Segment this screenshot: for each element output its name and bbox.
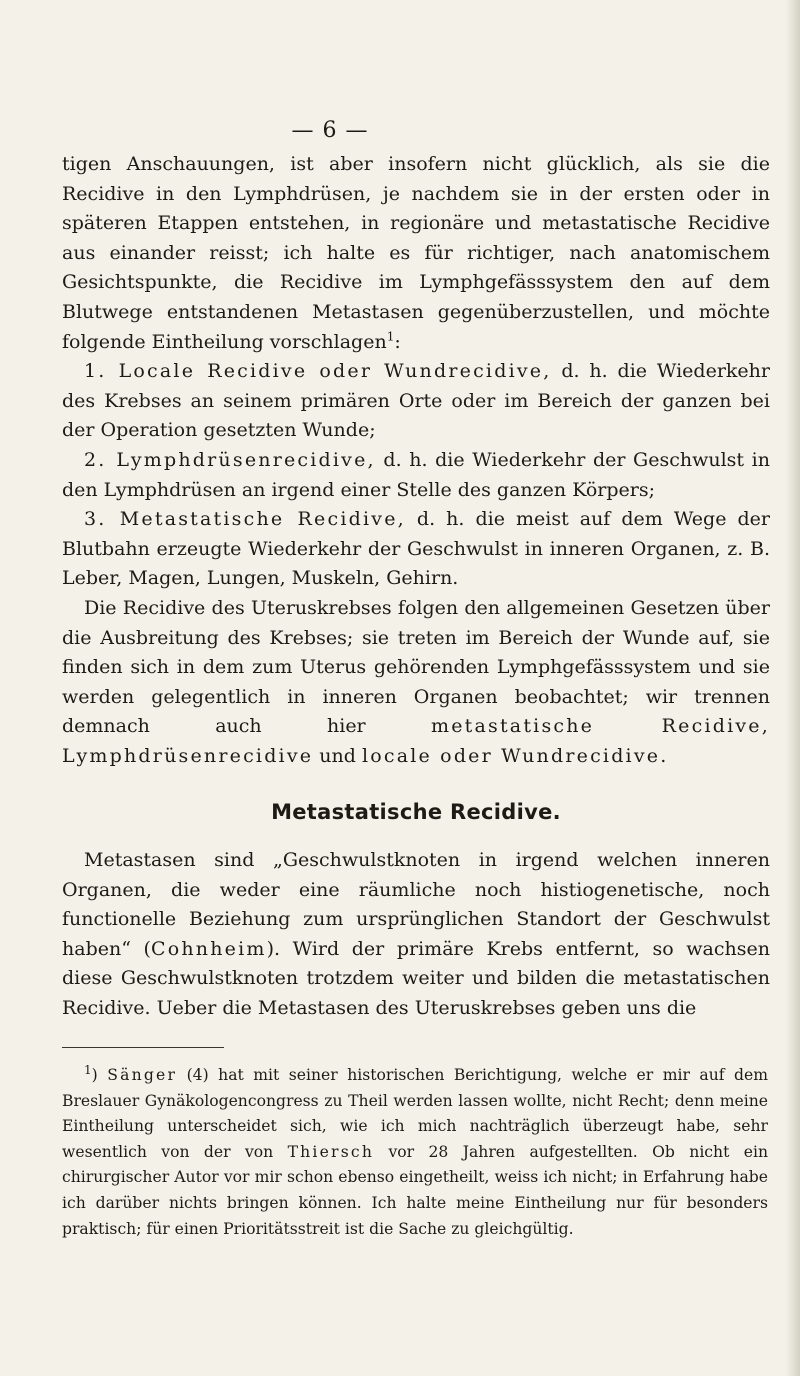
list-item-3 (62, 505, 770, 594)
paragraph-uterus-text: Die Recidive des Uteruskrebses folgen den allgemeinen Gesetzen über die Ausbreitung des Krebses; sie treten im Bereich der Wunde auf, sie finden sich in dem zum Uterus gehörenden Lymphgefässsystem und sie werden gelegentlich in inneren Organen beobachtet; wir trennen demnach auch hier (62, 596, 770, 738)
list-item-1 (62, 357, 770, 446)
paragraph-intro (62, 150, 770, 357)
list-item-2-text: d. h. die Wiederkehr der Geschwulst in den Lymphdrüsen an irgend einer Stelle des ganzen Körpers; (62, 448, 770, 501)
main-text (62, 150, 770, 1024)
page-number-header: — 6 — (291, 118, 369, 143)
list-item-1-label: 1. Locale Recidive oder Wundrecidive, (84, 360, 552, 383)
footnote-reference[interactable]: 1 (386, 329, 395, 344)
footnote-marker: 1 (84, 1062, 92, 1077)
section-heading: Metastatische Recidive. (271, 800, 561, 825)
footnote-text-b: vor 28 Jahren aufgestellten. Ob nicht ein chirurgischer Autor vor mir schon ebenso eingetheilt, weiss ich nicht; in Erfahrung habe ich darüber nichts bringen können. Ich halte meine Eintheilung nur für besonders praktisch; für einen Prioritätsstreit ist die Sache zu gleichgültig. (62, 1142, 768, 1238)
list-item-2 (62, 446, 770, 505)
footnote-author: Sänger (107, 1066, 178, 1084)
footnote-author-2: Thiersch (287, 1142, 375, 1161)
paragraph-uterus (62, 594, 770, 772)
paragraph-uterus-end: . (660, 744, 667, 767)
paragraph-metastasen (62, 846, 770, 1024)
footnote-text: $^1$) Sänger (4) hat mit seiner historischen Berichtigung, welche er mir auf dem Breslauer Gynäkologencongress zu Theil werden lassen wollte, nicht Recht; denn meine Eintheilung unterscheidet sich, wie ich mich nachträglich überzeugt habe, sehr wesentlich von der von Thiersch vor 28 Jahren aufgestellten. Ob nicht ein chirurgischer Autor vor mir schon ebenso eingetheilt, weiss ich nicht; in Erfahrung habe ich darüber nichts bringen können. Ich halte meine Eintheilung nur für besonders praktisch; für einen Prioritätsstreit ist die Sache zu gleichgültig. (62, 1062, 769, 1238)
footnote-divider (62, 1047, 224, 1048)
footnote-text-a: (4) hat mit seiner historischen Berichtigung, welche er mir auf dem Breslauer Gynäkologencongress zu Theil werden lassen wollte, nicht Recht; denn meine Eintheilung unterscheidet sich, wie ich mich nachträglich überzeugt habe, sehr wesentlich von der von (62, 1066, 769, 1161)
list-item-3-label: 3. Metastatische Recidive, (84, 508, 406, 531)
paragraph-intro-end: : (394, 330, 401, 353)
paragraph-metastasen-text: Metastasen sind „Geschwulstknoten in irgend welchen inneren Organen, die weder eine räumliche noch histiogenetische, noch functionelle Beziehung zum ursprünglichen Standort der Geschwulst haben“ ( (62, 849, 770, 960)
author-cohnheim: Cohnheim (150, 937, 267, 960)
list-item-3-text: d. h. die meist auf dem Wege der Blutbahn erzeugte Wiederkehr der Geschwulst in inneren Organen, z. B. Leber, Magen, Lungen, Muskeln, Gehirn. (62, 508, 770, 590)
spaced-term-1: metastatische Recidive, Lymphdrüsenrecidive (62, 715, 770, 767)
spaced-term-2: locale oder Wundrecidive (361, 744, 661, 767)
page-edge-shadow (786, 0, 800, 1376)
footnote (62, 1063, 768, 1242)
paragraph-intro-text: tigen Anschauungen, ist aber insofern nicht glücklich, als sie die Recidive in den Lymphdrüsen, je nachdem sie in der ersten oder in späteren Etappen entstehen, in regionäre und metastatische Recidive aus einander reisst; ich halte es für richtiger, nach anatomischem Gesichtspunkte, die Recidive im Lymphgefässsystem den auf dem Blutwege entstandenen Metastasen gegenüberzustellen, und möchte folgende Eintheilung vorschlagen (62, 153, 770, 353)
list-item-1-text: d. h. die Wiederkehr des Krebses an seinem primären Orte oder im Bereich der ganzen bei der Operation gesetzten Wunde; (62, 360, 770, 442)
paragraph-metastasen-rest: ). Wird der primäre Krebs entfernt, so wachsen diese Geschwulstknoten trotzdem weiter und bilden die metastatischen Recidive. Ueber die Metastasen des Uteruskrebses geben uns die (62, 937, 770, 1020)
list-item-2-label: 2. Lymphdrüsenrecidive, (84, 448, 376, 471)
paragraph-uterus-and: und (313, 744, 362, 767)
